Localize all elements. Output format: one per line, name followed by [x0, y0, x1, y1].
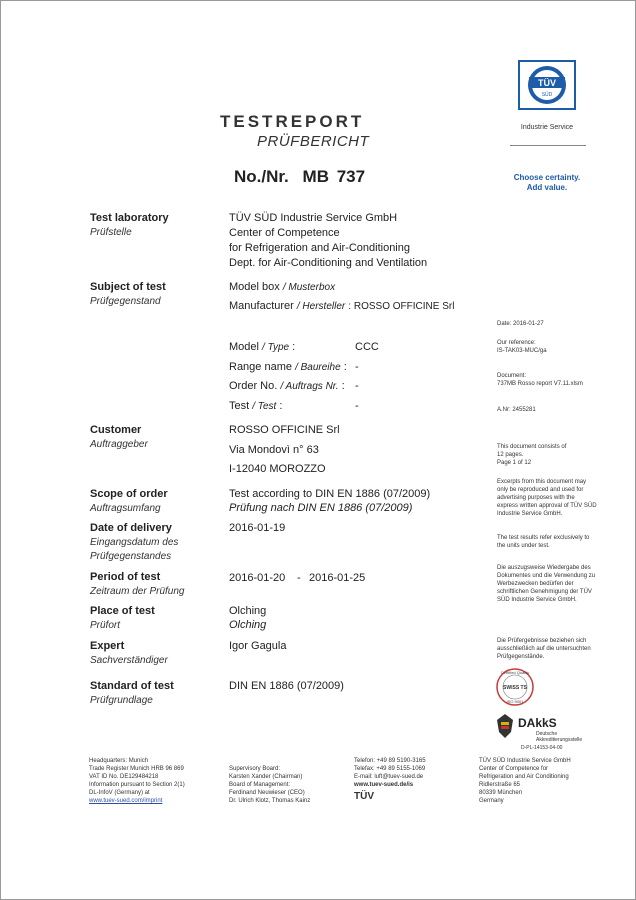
report-subtitle: PRÜFBERICHT	[257, 133, 370, 150]
sidebar-de-1: Die auszugsweise Wiedergabe des Dokumentes und die Verwendung zu Werbezwecken bedürfen der schriftlichen Genehmigung der TÜV SÜD Industrie Service GmbH.	[497, 565, 596, 603]
footer-line: 80339 München	[479, 790, 523, 796]
logo-caption: Industrie Service	[520, 124, 574, 131]
footer-line: E-mail: luft@tuev-sued.de	[354, 774, 424, 780]
sidebar-de-2: Die Prüfergebnisse beziehen sich ausschließlich auf die untersuchten Prüfgegenstände.	[497, 638, 591, 660]
order-label: Order No.	[229, 380, 278, 392]
period-to: 2016-01-25	[309, 572, 366, 584]
delivery-label-de-2: Prüfgegenstandes	[90, 551, 172, 562]
scope-value-de: Prüfung nach DIN EN 1886 (07/2009)	[229, 502, 413, 514]
sidebar-excerpt: Excerpts from this document may only be reproduced and used for advertising purposes with the express written approval of TÜV SÜD Industrie Service GmbH.	[497, 479, 597, 517]
test-value: -	[355, 400, 359, 412]
footer-line: Ridlerstraße 65	[479, 782, 521, 788]
model-value: CCC	[355, 341, 379, 353]
footer-col-4	[479, 757, 571, 805]
number-label: No./Nr.	[234, 167, 289, 186]
scope-label-de: Auftragsumfang	[90, 503, 161, 514]
place-label: Place of test	[90, 605, 155, 617]
footer-line: Board of Management:	[229, 782, 291, 788]
seal-top-text: Certified Quality	[500, 670, 530, 675]
lab-line: Center of Competence	[229, 227, 340, 239]
subject-label-de: Prüfgegenstand	[90, 296, 161, 307]
model-box-label-de: / Musterbox	[282, 282, 336, 293]
footer-line: Germany	[479, 798, 504, 804]
footer-line: Supervisory Board:	[229, 766, 281, 772]
footer-line: Center of Competence for	[479, 766, 549, 772]
footer-line: Telefax: +49 89 5155-1069	[354, 766, 426, 772]
sidebar-date: Date: 2016-01-27	[497, 321, 544, 327]
lab-line: Dept. for Air-Conditioning and Ventilation	[229, 257, 428, 269]
footer-col-3	[354, 757, 426, 803]
slogan-line-2: Add value.	[526, 183, 568, 192]
sidebar-pages	[497, 443, 597, 467]
footer-line: Ferdinand Neuwieser (CEO)	[229, 790, 305, 796]
footer-line: Telefon: +49 89 5190-3165	[354, 758, 426, 764]
footer-line: Information pursuant to Section 2(1)	[89, 782, 185, 788]
logo-brand-sub: SÜD	[541, 92, 553, 98]
tuv-footer-logo: TÜV	[354, 791, 374, 802]
footer-line: Refrigeration and Air Conditioning	[479, 774, 569, 780]
place-value: Olching	[229, 605, 267, 617]
sidebar-anr: A.Nr: 2455281	[497, 407, 536, 413]
manufacturer-label: Manufacturer	[229, 300, 294, 312]
slogan-line-1: Choose certainty.	[513, 173, 581, 182]
dakks-title: DAkkS	[518, 716, 557, 730]
footer-col-1	[89, 757, 185, 805]
order-value: -	[355, 380, 359, 392]
range-label: Range name	[229, 361, 292, 373]
pages-line: 12 pages.	[497, 452, 524, 458]
dakks-id: D-PL-14153-04-00	[521, 745, 563, 751]
footer-line: Dr. Ulrich Klotz, Thomas Kainz	[229, 798, 311, 804]
logo-divider	[510, 145, 586, 146]
delivery-value: 2016-01-19	[229, 522, 286, 534]
customer-line: Via Mondovì n° 63	[229, 444, 319, 456]
model-label-de: / Type	[262, 342, 290, 353]
website-link[interactable]: www.tuev-sued.de/is	[354, 782, 414, 788]
place-value-de: Olching	[229, 619, 267, 631]
model-colon: :	[292, 341, 296, 353]
expert-label: Expert	[90, 640, 125, 652]
scope-label: Scope of order	[90, 488, 168, 500]
sidebar-ref-label: Our reference:	[497, 340, 536, 346]
footer-line: Karsten Xander (Chairman)	[229, 774, 303, 780]
lab-line: for Refrigeration and Air-Conditioning	[229, 242, 410, 254]
test-colon: :	[279, 400, 283, 412]
test-laboratory-label: Test laboratory	[90, 212, 169, 224]
range-row	[229, 360, 347, 375]
subject-label: Subject of test	[90, 281, 166, 293]
delivery-label-de-1: Eingangsdatum des	[90, 537, 179, 548]
pages-line: This document consists of	[497, 444, 567, 450]
test-row	[229, 399, 282, 414]
order-label-de: / Auftrags Nr.	[280, 381, 339, 392]
test-laboratory-value	[229, 211, 427, 271]
seal-bot-text: ISO 9001	[506, 699, 524, 704]
dakks-sub-line: Deutsche	[536, 731, 558, 737]
number-value: MB 737	[302, 167, 366, 186]
place-label-de: Prüfort	[90, 620, 121, 631]
pages-line: Page 1 of 12	[497, 460, 532, 466]
manufacturer-label-de: / Hersteller	[296, 301, 346, 312]
sidebar-doc-label: Document:	[497, 373, 527, 379]
lab-line: TÜV SÜD Industrie Service GmbH	[229, 212, 398, 224]
scope-value: Test according to DIN EN 1886 (07/2009)	[229, 488, 431, 500]
footer-line: VAT ID No. DE129484218	[89, 774, 159, 780]
period-label-de: Zeitraum der Prüfung	[90, 586, 185, 597]
test-laboratory-label-de: Prüfstelle	[90, 227, 132, 238]
manufacturer-value: : ROSSO OFFICINE Srl	[348, 301, 455, 312]
period-dash: -	[297, 572, 301, 584]
test-label: Test	[229, 400, 250, 412]
standard-label-de: Prüfgrundlage	[90, 695, 153, 706]
period-from: 2016-01-20	[229, 572, 286, 584]
range-value: -	[355, 361, 359, 373]
model-box-label: Model box	[229, 281, 280, 293]
order-colon: :	[341, 380, 345, 392]
customer-label: Customer	[90, 424, 142, 436]
tuv-sued-logo-icon	[518, 60, 576, 110]
customer-line: ROSSO OFFICINE Srl	[229, 424, 340, 436]
footer-line: DL-InfoV (Germany) at	[89, 790, 150, 796]
dakks-eagle-icon	[494, 712, 516, 740]
dakks-subtitle	[536, 731, 582, 743]
footer-line: TÜV SÜD Industrie Service GmbH	[479, 758, 571, 764]
model-label: Model	[229, 341, 259, 353]
report-title: TESTREPORT	[220, 112, 365, 131]
sidebar-doc-value: 737MB Rosso report V7.11.xlsm	[497, 381, 583, 387]
order-row	[229, 379, 345, 394]
imprint-link[interactable]: www.tuev-sued.com/imprint	[89, 798, 163, 804]
test-label-de: / Test	[252, 401, 277, 412]
customer-line: I-12040 MOROZZO	[229, 463, 326, 475]
footer-line: Headquarters: Munich	[89, 758, 149, 764]
period-label: Period of test	[90, 571, 161, 583]
expert-value: Igor Gagula	[229, 640, 287, 652]
model-row	[229, 340, 295, 355]
range-label-de: / Baureihe	[295, 362, 341, 373]
footer-col-2	[229, 765, 310, 805]
standard-label: Standard of test	[90, 680, 174, 692]
sidebar-results: The test results refer exclusively to the units under test.	[497, 535, 590, 549]
model-box	[229, 280, 335, 295]
logo-brand: TÜV	[538, 78, 556, 88]
range-colon: :	[343, 361, 347, 373]
seal-mid-text: SWISS TS	[503, 685, 527, 691]
standard-value: DIN EN 1886 (07/2009)	[229, 680, 344, 692]
expert-label-de: Sachverständiger	[90, 655, 168, 666]
report-number	[234, 167, 365, 187]
footer-line: Trade Register Munich HRB 96 869	[89, 766, 184, 772]
customer-label-de: Auftraggeber	[90, 439, 148, 450]
swiss-ts-seal-icon	[492, 666, 538, 708]
dakks-sub-line: Akkreditierungsstelle	[536, 737, 583, 743]
sidebar-ref-value: IS-TAK03-MUC/ga	[497, 348, 547, 354]
manufacturer	[229, 299, 454, 314]
delivery-label: Date of delivery	[90, 522, 172, 534]
logo-slogan	[499, 173, 595, 193]
